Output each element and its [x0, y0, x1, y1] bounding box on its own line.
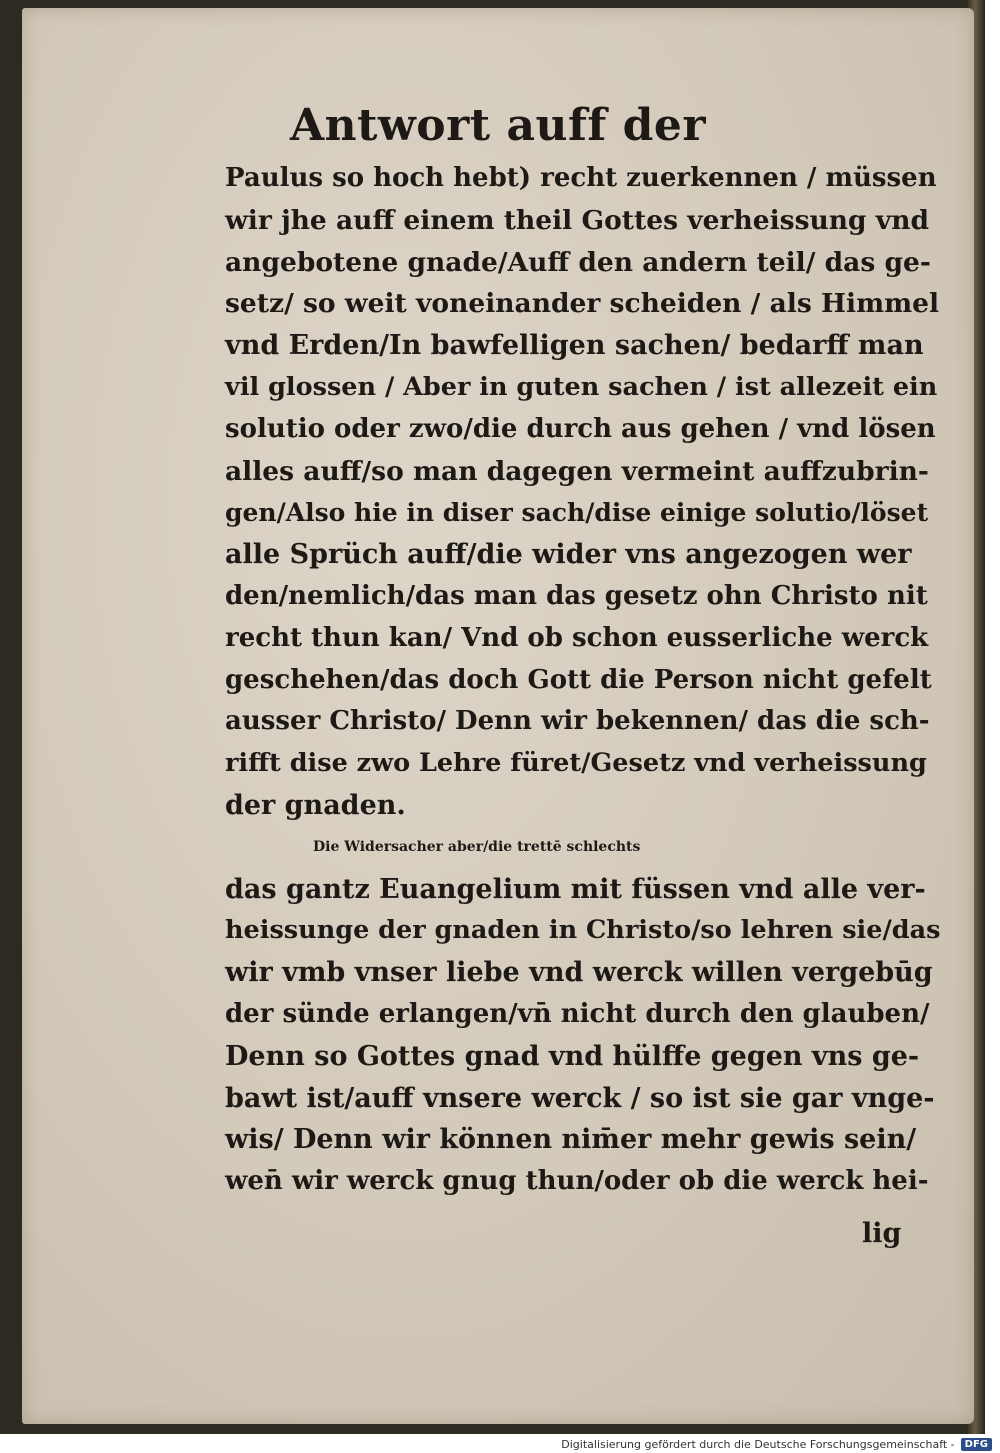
catchword: lig — [862, 1218, 902, 1249]
text-line: wis/ Denn wir können nim̄er mehr gewis sein/ — [225, 1124, 917, 1156]
text-line: setz/ so weit voneinander scheiden / als Himmel — [225, 288, 940, 320]
paragraph-start-line: Die Widersacher aber/die trettē schlechts — [313, 838, 641, 855]
digitization-footer — [561, 1436, 992, 1452]
text-line: wir vmb vnser liebe vnd werck willen vergebūg — [225, 957, 933, 989]
text-line: geschehen/das doch Gott die Person nicht gefelt — [225, 664, 932, 695]
text-line: ausser Christo/ Denn wir bekennen/ das die sch- — [225, 706, 930, 737]
text-line: recht thun kan/ Vnd ob schon eusserliche werck — [225, 622, 929, 653]
running-head: Antwort auff der — [289, 100, 707, 151]
text-line: Paulus so hoch hebt) recht zuerkennen / müssen — [225, 163, 937, 193]
text-line: heissunge der gnaden in Christo/so lehren sie/das — [225, 915, 941, 946]
text-line: alles auff/so man dagegen vermeint auffzubrin- — [225, 455, 929, 487]
text-line: solutio oder zwo/die durch aus gehen / vnd lösen — [225, 413, 936, 444]
text-line: Denn so Gottes gnad vnd hülffe gegen vns ge- — [225, 1040, 920, 1072]
text-line: vnd Erden/In bawfelligen sachen/ bedarff man — [225, 330, 924, 362]
text-line: angebotene gnade/Auff den andern teil/ das ge- — [225, 246, 931, 278]
text-line: der sünde erlangen/vn̄ nicht durch den glauben/ — [225, 998, 930, 1029]
dfg-logo-icon: DFG — [961, 1438, 992, 1451]
text-line: vil glossen / Aber in guten sachen / ist allezeit ein — [225, 371, 938, 402]
body-text — [225, 158, 940, 1203]
text-line: das gantz Euangelium mit füssen vnd alle ver- — [225, 873, 926, 905]
text-line: alle Sprüch auff/die wider vns angezogen wer — [225, 539, 912, 571]
text-line: rifft dise zwo Lehre füret/Gesetz vnd verheissung — [225, 748, 927, 779]
text-line: wen̄ wir werck gnug thun/oder ob die werck hei- — [225, 1166, 929, 1197]
text-line: gen/Also hie in diser sach/dise einige solutio/löset — [225, 498, 929, 528]
footer-credit: Digitalisierung gefördert durch die Deutsche Forschungsgemeinschaft - — [561, 1437, 955, 1451]
text-line: wir jhe auff einem theil Gottes verheissung vnd — [225, 204, 929, 236]
text-line: der gnaden. — [225, 789, 406, 821]
text-line: bawt ist/auff vnsere werck / so ist sie gar vnge- — [225, 1082, 935, 1114]
text-line: den/nemlich/das man das gesetz ohn Christo nit — [225, 580, 928, 611]
